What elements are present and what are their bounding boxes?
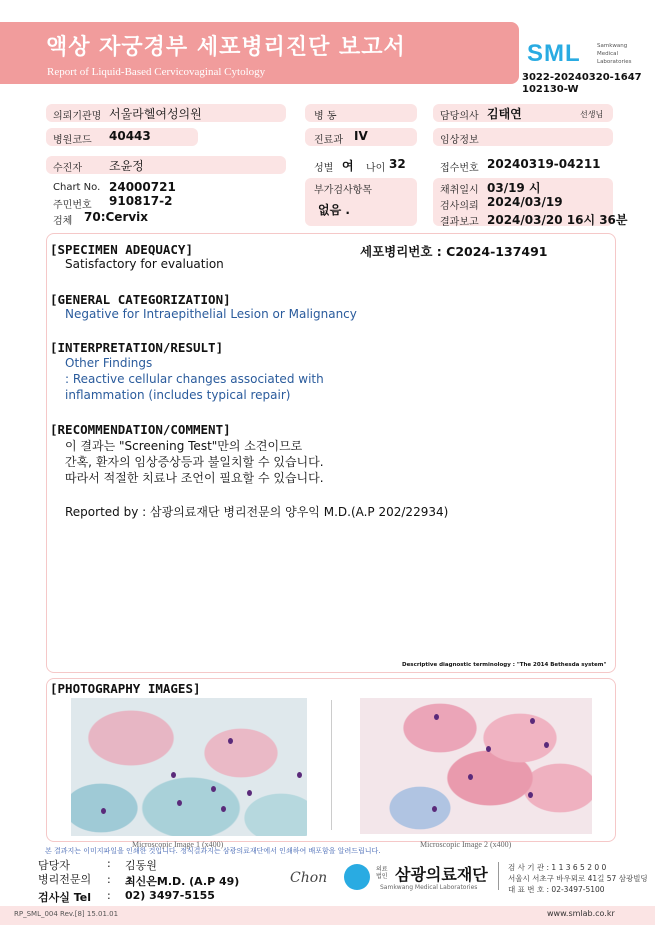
tel-value: 02) 3497-5155 <box>125 889 215 902</box>
report-title-en: Report of Liquid-Based Cervicovaginal Cytology <box>47 66 266 78</box>
clinical-label: 임상정보 <box>440 135 479 146</box>
microscopic-image-1 <box>71 698 307 836</box>
ward-label: 병 동 <box>314 111 337 122</box>
collect-label: 채취일시 <box>440 185 479 196</box>
lab-info: 검 사 기 관 : 1 1 3 6 5 2 0 0 서울시 서초구 바우뫼로 41길 57 삼광빌딩 대 표 번 호 : 02-3497-5100 <box>508 863 648 894</box>
interpretation-line-2: : Reactive cellular changes associated with <box>65 372 324 386</box>
photo-divider <box>331 700 332 830</box>
pathologist-label: 병리전문의 <box>38 873 92 886</box>
reg-label: 주민번호 <box>53 200 92 211</box>
receipt-label: 접수번호 <box>440 163 479 174</box>
image-caption-2: Microscopic Image 2 (x400) <box>420 840 512 849</box>
pathology-number: 세포병리번호 : C2024-137491 <box>360 244 548 259</box>
general-text: Negative for Intraepithelial Lesion or Malignancy <box>65 307 357 321</box>
sex-label: 성별 <box>314 163 334 174</box>
sex-value: 여 <box>342 159 354 173</box>
staff-colon: : <box>107 857 111 870</box>
image-caption-1: Microscopic Image 1 (x400) <box>132 840 224 849</box>
staff-label: 담당자 <box>38 859 70 872</box>
adequacy-text: Satisfactory for evaluation <box>65 257 224 271</box>
pathologist-value: 최신은M.D. (A.P 49) <box>125 875 240 888</box>
foundation-name: 삼광의료재단 <box>395 865 488 884</box>
doctor-value: 김태연 <box>487 107 522 121</box>
hospital-code-label: 병원코드 <box>53 135 92 146</box>
extra-test-label: 부가검사항목 <box>314 185 372 196</box>
staff-value: 김동원 <box>125 859 157 872</box>
doctor-label: 담당의사 <box>440 111 479 122</box>
microscopic-image-2 <box>360 698 592 834</box>
website-link[interactable]: www.smlab.co.kr <box>547 909 615 918</box>
recommendation-title: [RECOMMENDATION/COMMENT] <box>50 422 231 437</box>
dept-value: IV <box>354 129 368 143</box>
report-date-value: 2024/03/20 16시 36분 <box>487 213 628 227</box>
print-note: 본 결과지는 이미지파일을 인쇄한 것입니다. 정식결과지는 삼광의료재단에서 인쇄하여 배포함을 알려드립니다. <box>45 847 381 855</box>
recommendation-line-2: 간혹, 환자의 임상증상등과 불일치할 수 있습니다. <box>65 455 324 469</box>
examinee-field <box>46 156 286 174</box>
signature: Chon <box>290 870 328 886</box>
request-label: 검사의뢰 <box>440 201 479 212</box>
doctor-suffix: 선생님 <box>580 110 604 119</box>
request-value: 2024/03/19 <box>487 195 563 209</box>
hospital-code-value: 40443 <box>109 129 151 143</box>
recommendation-line-3: 따라서 적절한 치료나 조언이 필요할 수 있습니다. <box>65 471 324 485</box>
document-number: 3022-20240320-1647 102130-W <box>522 72 642 95</box>
interpretation-line-3: inflammation (includes typical repair) <box>65 388 291 402</box>
report-date-label: 결과보고 <box>440 217 479 228</box>
reg-value: 910817-2 <box>109 194 173 208</box>
photo-title: [PHOTOGRAPHY IMAGES] <box>50 681 201 696</box>
chart-value: 24000721 <box>109 180 176 194</box>
adequacy-title: [SPECIMEN ADEQUACY] <box>50 242 193 257</box>
foundation-name-en: Samkwang Medical Laboratories <box>380 884 478 891</box>
foundation-logo-icon <box>344 864 370 890</box>
recommendation-line-1: 이 결과는 "Screening Test"만의 소견이므로 <box>65 439 303 453</box>
general-title: [GENERAL CATEGORIZATION] <box>50 292 231 307</box>
dept-label: 진료과 <box>314 135 343 146</box>
footer-divider <box>498 862 499 890</box>
chart-label: Chart No. <box>53 182 101 193</box>
age-label: 나이 <box>366 163 386 174</box>
sml-logo: SML <box>527 40 581 67</box>
institution-label: 의뢰기관명 <box>53 111 102 122</box>
examinee-value: 조윤정 <box>109 159 144 173</box>
tel-label: 검사실 Tel <box>38 891 91 904</box>
title-banner <box>0 22 519 84</box>
tel-colon: : <box>107 889 111 902</box>
revision-code: RP_SML_004 Rev.[8] 15.01.01 <box>14 910 119 918</box>
extra-test-value: 없음 . <box>318 203 350 217</box>
reported-by: Reported by : 삼광의료재단 병리전문의 양우익 M.D.(A.P 202/22934) <box>65 505 449 519</box>
collect-value: 03/19 시 <box>487 181 541 195</box>
interpretation-line-1: Other Findings <box>65 356 153 370</box>
sml-logo-subtitle: Samkwang Medical Laboratories <box>597 43 632 65</box>
age-value: 32 <box>389 157 406 171</box>
receipt-value: 20240319-04211 <box>487 157 601 171</box>
pathologist-colon: : <box>107 873 111 886</box>
terminology-note: Descriptive diagnostic terminology : "The 2014 Bethesda system" <box>402 662 607 668</box>
specimen-label: 검체 <box>53 216 73 227</box>
examinee-label: 수진자 <box>53 163 82 174</box>
foundation-prefix: 의료 법인 <box>376 866 388 880</box>
interpretation-title: [INTERPRETATION/RESULT] <box>50 340 224 355</box>
institution-value: 서울라헬여성의원 <box>109 107 202 121</box>
report-title: 액상 자궁경부 세포병리진단 보고서 <box>46 35 406 60</box>
specimen-value: 70:Cervix <box>84 210 149 224</box>
